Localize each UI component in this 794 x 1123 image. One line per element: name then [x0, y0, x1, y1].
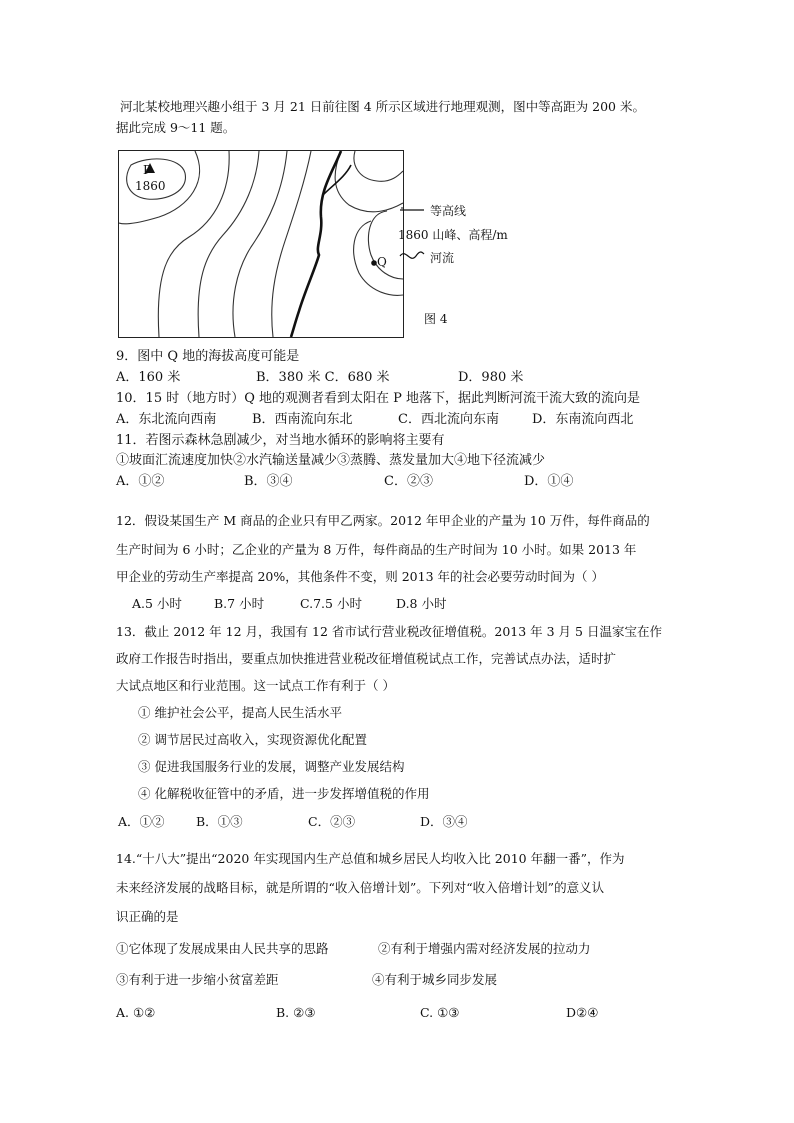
q12-line-1: 12．假设某国生产 M 商品的企业只有甲乙两家。2012 年甲企业的产量为 10 万件，每件商品的 — [116, 513, 650, 528]
peak-label: P — [143, 163, 152, 177]
contour-line — [158, 151, 229, 337]
q11-option-a: A．①② — [116, 474, 165, 489]
q11-option-c: C．②③ — [384, 474, 433, 489]
contour-line — [233, 151, 287, 337]
q10-stem: 10．15 时（地方时）Q 地的观测者看到太阳在 P 地落下，据此判断河流干流大致的流向是 — [116, 391, 641, 406]
intro-line-1: 河北某校地理兴趣小组于 3 月 21 日前往图 4 所示区域进行地理观测，图中等高距为 200 米。 — [120, 99, 645, 114]
legend-peak-text: 1860 山峰、高程/m — [398, 228, 508, 242]
q13-option-d: D．③④ — [420, 814, 468, 829]
contour-line — [335, 151, 403, 212]
peak-height: 1860 — [135, 179, 166, 193]
q14-option-b: B. ②③ — [276, 1005, 316, 1020]
q11-stem: 11．若图示森林急剧减少，对当地水循环的影响将主要有 — [116, 433, 445, 448]
legend-river-icon — [400, 252, 424, 258]
q13-option-a: A．①② — [118, 814, 165, 829]
q14-line-2: 未来经济发展的战略目标，就是所谓的“收入倍增计划”。下列对“收入倍增计划”的意义认 — [116, 880, 605, 895]
contour-line — [272, 151, 311, 337]
q12-line-3: 甲企业的劳动生产率提高 20%，其他条件不变，则 2013 年的社会必要劳动时间为（ ） — [116, 569, 604, 584]
figure-caption: 图 4 — [424, 312, 448, 326]
contour-line — [198, 151, 259, 337]
q14-item-1: ①它体现了发展成果由人民共享的思路 — [116, 941, 329, 956]
q13-item-4: ④ 化解税收征管中的矛盾，进一步发挥增值税的作用 — [138, 786, 430, 801]
q13-line-3: 大试点地区和行业范围。这一试点工作有利于（ ） — [116, 678, 395, 693]
point-q-label: Q — [377, 255, 387, 269]
q11-option-d: D．①④ — [524, 474, 574, 489]
q14-option-c: C. ①③ — [420, 1005, 460, 1020]
intro-line-2: 据此完成 9～11 题。 — [116, 120, 236, 135]
q14-item-2: ②有利于增强内需对经济发展的拉动力 — [378, 941, 591, 956]
q9-option-d: D．980 米 — [458, 370, 524, 385]
river-line — [291, 151, 341, 337]
q14-item-3: ③有利于进一步缩小贫富差距 — [116, 972, 279, 987]
q10-option-b: B．西南流向东北 — [252, 412, 353, 427]
q13-item-2: ② 调节居民过高收入，实现资源优化配置 — [138, 732, 367, 747]
q12-option-c: C.7.5 小时 — [300, 596, 362, 611]
q9-option-bc: B．380 米 C．680 米 — [256, 370, 390, 385]
point-q-dot — [371, 260, 377, 266]
q13-option-c: C．②③ — [308, 814, 356, 829]
q12-option-a: A.5 小时 — [132, 596, 182, 611]
q11-option-b: B．③④ — [244, 474, 293, 489]
q12-line-2: 生产时间为 6 小时；乙企业的产量为 8 万件，每件商品的生产时间为 10 小时。如果 2013 年 — [116, 542, 637, 557]
q13-option-b: B．①③ — [196, 814, 243, 829]
q14-option-d: D②④ — [566, 1005, 599, 1020]
q14-option-a: A. ①② — [116, 1005, 156, 1020]
q10-option-a: A．东北流向西南 — [116, 412, 217, 427]
q9-stem: 9．图中 Q 地的海拔高度可能是 — [116, 349, 300, 364]
q13-line-2: 政府工作报告时指出，要重点加快推进营业税改征增值税试点工作，完善试点办法，适时扩 — [116, 651, 617, 666]
q14-line-3: 识正确的是 — [116, 909, 179, 924]
legend-river-text: 河流 — [430, 251, 455, 265]
q14-item-4: ④有利于城乡同步发展 — [372, 972, 498, 987]
q13-line-1: 13．截止 2012 年 12 月，我国有 12 省市试行营业税改征增值税。2013 年 3 月 5 日温家宝在作 — [116, 624, 662, 639]
q10-option-d: D．东南流向西北 — [532, 412, 634, 427]
q9-option-a: A．160 米 — [116, 370, 181, 385]
q13-item-3: ③ 促进我国服务行业的发展，调整产业发展结构 — [138, 759, 405, 774]
contour-line — [354, 151, 403, 181]
q12-option-b: B.7 小时 — [214, 596, 265, 611]
q11-items: ①坡面汇流速度加快②水汽输送量减少③蒸腾、蒸发量加大④地下径流减少 — [116, 453, 546, 468]
contour-map — [118, 150, 404, 338]
q12-option-d: D.8 小时 — [396, 596, 447, 611]
legend-contour-text: 等高线 — [430, 204, 467, 218]
q13-item-1: ① 维护社会公平，提高人民生活水平 — [138, 705, 342, 720]
q10-option-c: C．西北流向东南 — [398, 412, 499, 427]
q14-line-1: 14.“十八大”提出“2020 年实现国内生产总值和城乡居民人均收入比 2010 年翻一番”，作为 — [116, 851, 625, 866]
